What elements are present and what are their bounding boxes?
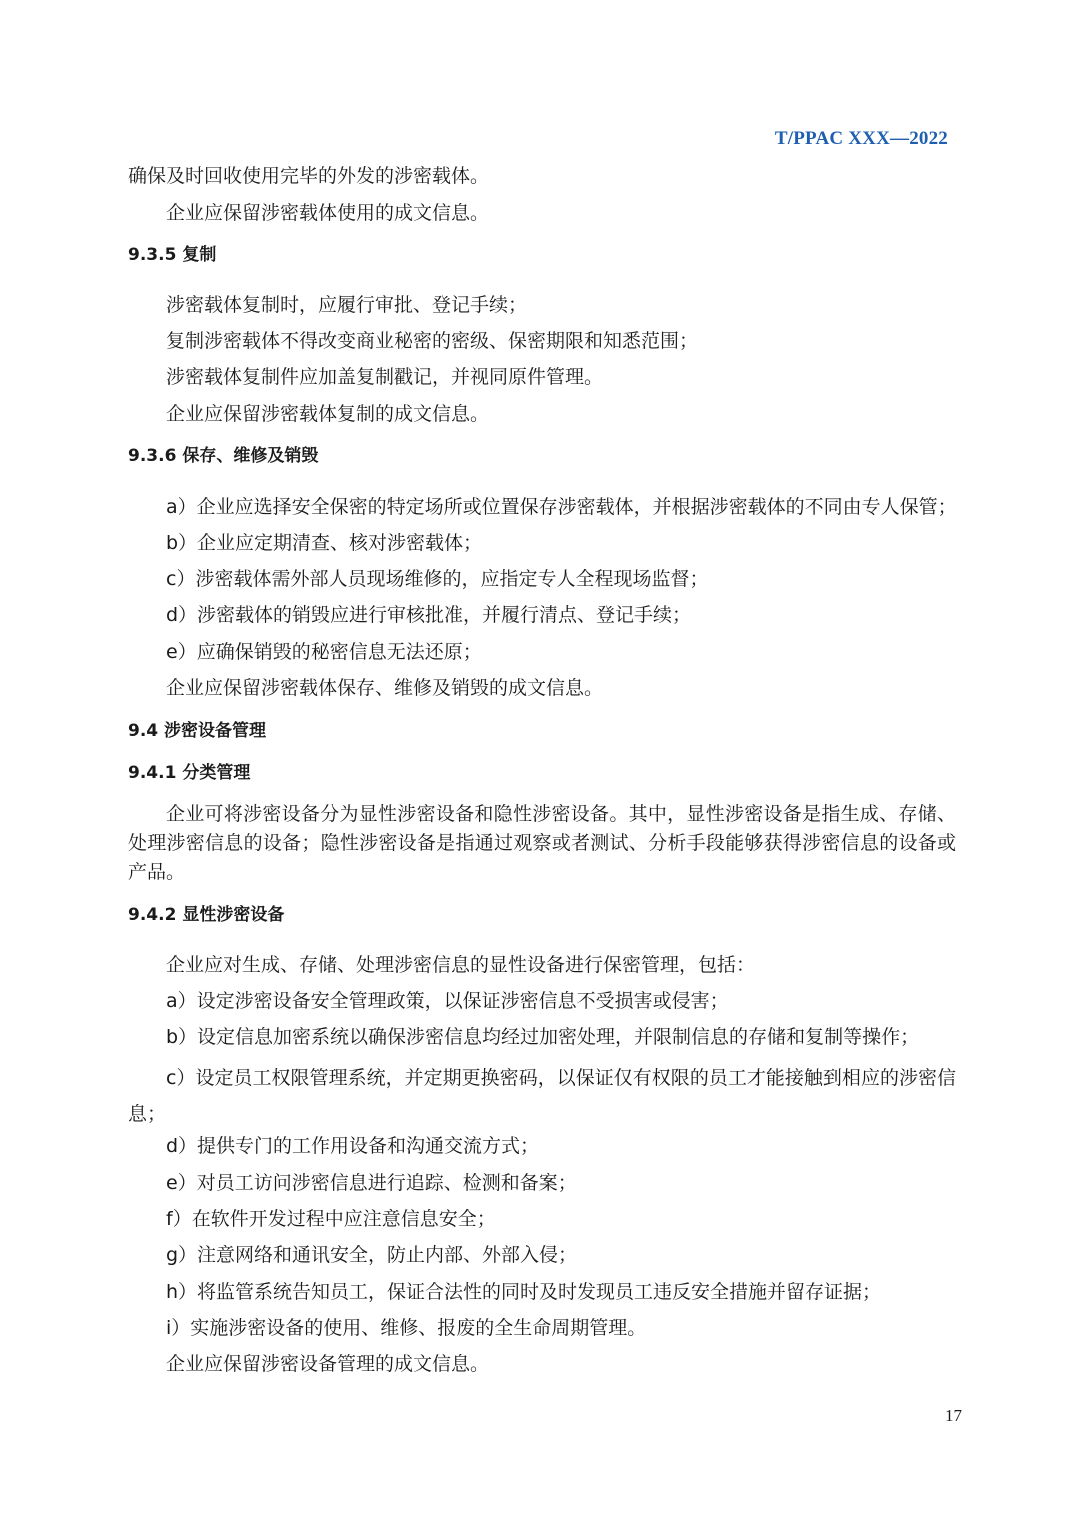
list-item: d）涉密载体的销毁应进行审核批准，并履行清点、登记手续； (166, 604, 692, 626)
body-text-line: 涉密载体复制时，应履行审批、登记手续； (166, 294, 528, 316)
list-item: b）设定信息加密系统以确保涉密信息均经过加密处理，并限制信息的存储和复制等操作； (166, 1026, 920, 1048)
list-item: g）注意网络和通讯安全，防止内部、外部入侵； (166, 1244, 578, 1266)
body-text-line: 企业应对生成、存储、处理涉密信息的显性设备进行保密管理，包括： (166, 954, 756, 976)
list-item: b）企业应定期清查、核对涉密载体； (166, 532, 483, 554)
section-heading-9-4: 9.4 涉密设备管理 (128, 721, 267, 741)
body-text-line: 企业应保留涉密载体复制的成文信息。 (166, 403, 490, 425)
body-text-line: 企业应保留涉密载体使用的成文信息。 (166, 202, 490, 224)
body-text-line: 企业应保留涉密设备管理的成文信息。 (166, 1353, 490, 1375)
section-heading-9-3-6: 9.3.6 保存、维修及销毁 (128, 446, 319, 466)
body-paragraph: 企业可将涉密设备分为显性涉密设备和隐性涉密设备。其中，显性涉密设备是指生成、存储、处理涉密信息的设备；隐性涉密设备是指通过观察或者测试、分析手段能够获得涉密信息的设备或产品。 (128, 803, 956, 883)
list-item: c）涉密载体需外部人员现场维修的，应指定专人全程现场监督； (166, 568, 709, 590)
list-item: h）将监管系统告知员工，保证合法性的同时及时发现员工违反安全措施并留存证据； (166, 1281, 882, 1303)
section-heading-9-4-1: 9.4.1 分类管理 (128, 763, 251, 783)
body-text-line: 涉密载体复制件应加盖复制戳记，并视同原件管理。 (166, 366, 604, 388)
list-item: i）实施涉密设备的使用、维修、报废的全生命周期管理。 (166, 1317, 647, 1339)
section-heading-9-4-2: 9.4.2 显性涉密设备 (128, 905, 285, 925)
list-item: d）提供专门的工作用设备和沟通交流方式； (166, 1135, 540, 1157)
list-item: a）设定涉密设备安全管理政策，以保证涉密信息不受损害或侵害； (166, 990, 729, 1012)
body-text-line: 企业应保留涉密载体保存、维修及销毁的成文信息。 (166, 677, 604, 699)
body-text-line: 复制涉密载体不得改变商业秘密的密级、保密期限和知悉范围； (166, 330, 699, 352)
list-item: a）企业应选择安全保密的特定场所或位置保存涉密载体，并根据涉密载体的不同由专人保管； (166, 496, 957, 518)
list-item: c）设定员工权限管理系统，并定期更换密码，以保证仅有权限的员工才能接触到相应的涉密信息； (128, 1067, 956, 1125)
list-item: e）对员工访问涉密信息进行追踪、检测和备案； (166, 1172, 577, 1194)
page-number: 17 (945, 1406, 962, 1425)
section-heading-9-3-5: 9.3.5 复制 (128, 245, 217, 265)
list-item: e）应确保销毁的秘密信息无法还原； (166, 641, 482, 663)
list-item: f）在软件开发过程中应注意信息安全； (166, 1208, 496, 1230)
body-text-line: 确保及时回收使用完毕的外发的涉密载体。 (128, 165, 490, 187)
document-code-header: T/PPAC XXX—2022 (774, 128, 948, 149)
